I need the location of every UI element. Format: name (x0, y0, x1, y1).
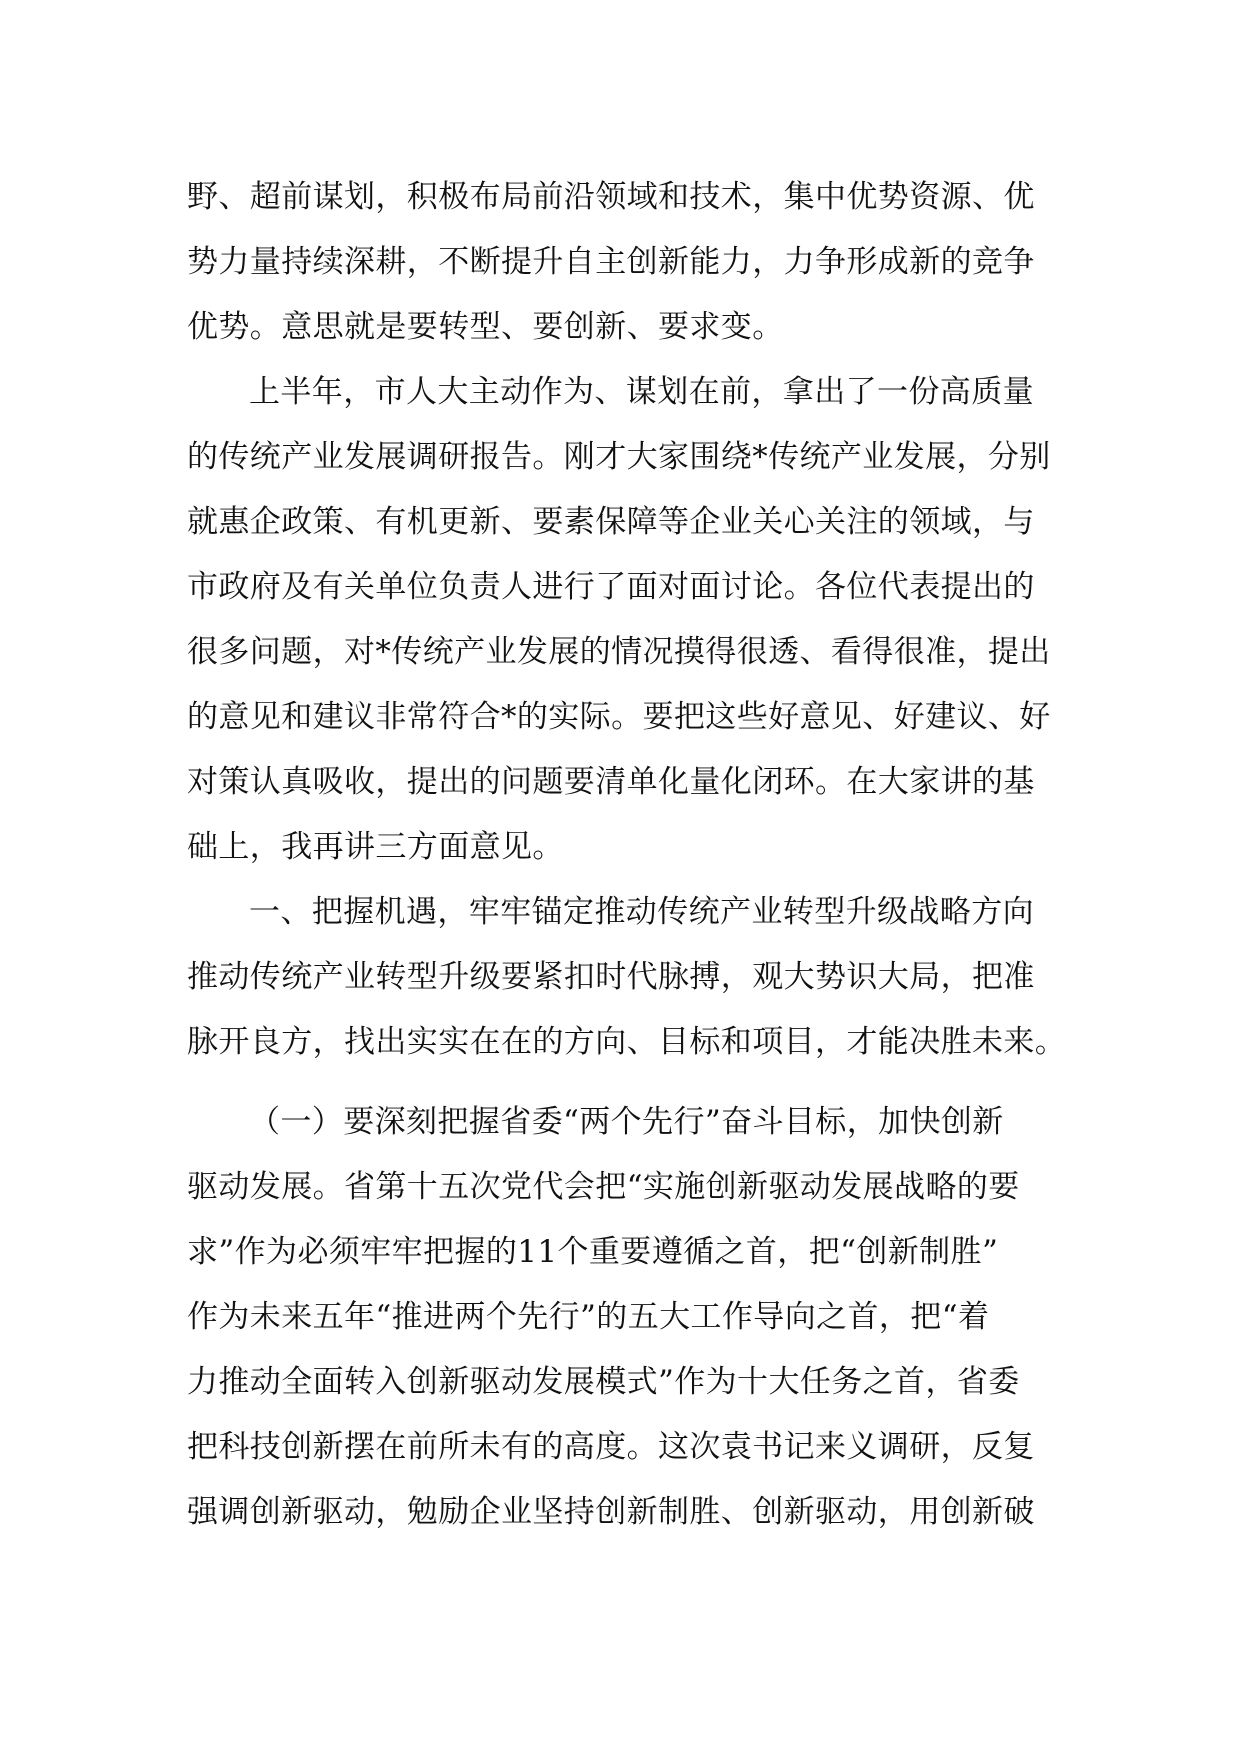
section-heading (187, 880, 1057, 945)
heading-line: 一、把握机遇，牢牢锚定推动传统产业转型升级战略方向 (249, 894, 1034, 930)
text-line: （一）要深刻把握省委“两个先行”奋斗目标，加快创新 (249, 1104, 1004, 1140)
text-line: 就惠企政策、有机更新、要素保障等企业关心关注的领域，与 (187, 504, 1035, 540)
text-line: 脉开良方，找出实实在在的方向、目标和项目，才能决胜未来。 (187, 1024, 1067, 1060)
text-line: 很多问题，对*传统产业发展的情况摸得很透、看得很准，提出 (187, 634, 1051, 670)
paragraph-continuation (187, 165, 1057, 360)
text-line: 优势。意思就是要转型、要创新、要求变。 (187, 309, 784, 345)
text-line: 上半年，市人大主动作为、谋划在前，拿出了一份高质量 (249, 374, 1034, 410)
text-line: 作为未来五年“推进两个先行”的五大工作导向之首，把“着 (187, 1299, 990, 1335)
text-line: 的传统产业发展调研报告。刚才大家围绕*传统产业发展，分别 (187, 439, 1051, 475)
text-line: 势力量持续深耕，不断提升自主创新能力，力争形成新的竞争 (187, 244, 1035, 280)
text-line: 求”作为必须牢牢把握的11个重要遵循之首，把“创新制胜” (187, 1234, 999, 1270)
text-line: 驱动发展。省第十五次党代会把“实施创新驱动发展战略的要 (187, 1169, 1020, 1205)
paragraph (187, 1090, 1057, 1545)
text-line: 推动传统产业转型升级要紧扣时代脉搏，观大势识大局，把准 (187, 959, 1035, 995)
text-line: 把科技创新摆在前所未有的高度。这次袁书记来义调研，反复 (187, 1429, 1035, 1465)
text-line: 础上，我再讲三方面意见。 (187, 829, 564, 865)
text-line: 的意见和建议非常符合*的实际。要把这些好意见、好建议、好 (187, 699, 1051, 735)
paragraph (187, 945, 1067, 1075)
text-line: 力推动全面转入创新驱动发展模式”作为十大任务之首，省委 (187, 1364, 1020, 1400)
paragraph (187, 360, 1057, 880)
text-line: 野、超前谋划，积极布局前沿领域和技术，集中优势资源、优 (187, 179, 1035, 215)
text-line: 市政府及有关单位负责人进行了面对面讨论。各位代表提出的 (187, 569, 1035, 605)
text-line: 对策认真吸收，提出的问题要清单化量化闭环。在大家讲的基 (187, 764, 1035, 800)
text-line: 强调创新驱动，勉励企业坚持创新制胜、创新驱动，用创新破 (187, 1494, 1035, 1530)
document-body (187, 165, 1067, 1545)
